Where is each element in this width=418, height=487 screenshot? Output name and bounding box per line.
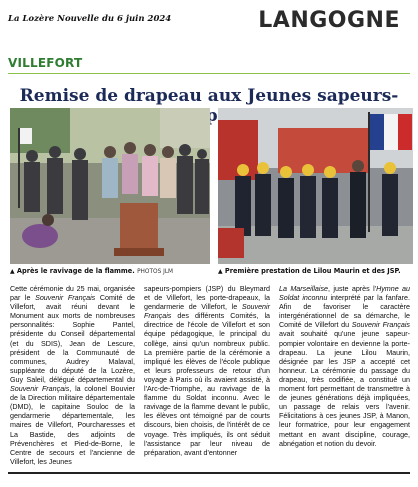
text-run: avait souhaité qu'une jeune sapeur-pompier volontaire en devienne la porte-drapeau. La jeune Lilou Maurin, désignée par les JSP a accepté cet honneur. La cérémonie du passage du drapeau, très codifiée, a constitué un moment fort permettant de transmettre à de jeunes générations déjà impliquées, un passage de relais vers l'avenir. Félicitations à ces jeunes JSP, à Manon, leur formatrice, pour leur engagement mettant en avant discipline, courage, abnégation et notion du devoir. [279, 330, 410, 448]
ceremony-photo [10, 108, 210, 264]
jsp-flag-photo [218, 108, 413, 264]
right-caption-text: Première prestation de Lilou Maurin et des JSP. [224, 267, 401, 275]
column-2-text [144, 285, 270, 458]
column-3-text [279, 285, 410, 449]
italic-run: Souvenir Français [351, 321, 410, 330]
text-run: sapeurs-pompiers (JSP) du Bleymard et de Villefort, les porte-drapeaux, la gendarmerie de Villefort, le [144, 285, 270, 312]
column-1-text [10, 285, 135, 467]
text-run: des différents Comités, la directrice de l'école de Villefort et son équipe pédagogique, le principal du collège, ainsi qu'un nombreux public. La première partie de la cérémonie a impliqué les élèves de l'école publique et leurs professeurs de retour d'un voyage à Paris où ils avaient assisté, à l'Arc-de-Triomphe, au ravivage de la flamme du Soldat inconnu. Avec le ravivage de la flamme devant le public, les élèves ont témoigné par de courts discours, bien choisis, de l'intérêt de ce voyage. Très impliqués, ils ont séduit l'assistance par leur niveau de préparation, avant d'entonner [144, 312, 270, 457]
region-title: LANGOGNE [258, 8, 400, 33]
italic-run: La Marseillaise [279, 285, 329, 293]
text-run: , juste après l' [328, 285, 377, 293]
section-label: VILLEFORT [8, 56, 83, 70]
photo-credit: PHOTOS JLM [137, 269, 174, 275]
italic-run: Souvenir Français [35, 294, 96, 303]
caption-marker-icon: ▲ [218, 268, 223, 275]
italic-run: Souvenir Français [10, 385, 70, 394]
publication-line: La Lozère Nouvelle du 6 juin 2024 [8, 14, 172, 24]
article-headline: Remise de drapeau aux Jeunes sapeurs- p [19, 86, 399, 126]
article-column-1 [10, 285, 135, 467]
bottom-divider [8, 472, 410, 474]
text-run: interprété par la fanfare. Afin de favoriser le caractère intergénérationnel de sa démarche, le Comité de Villefort du [279, 294, 410, 330]
page-header [0, 0, 418, 44]
italic-run: Hymne au Soldat inconnu [279, 285, 411, 303]
left-photo-caption [10, 267, 173, 275]
caption-marker-icon: ▲ [10, 268, 15, 275]
text-run: Comité de Villefort, avait réuni devant le Monument aux morts de nombreuses personnalités: Sophie Pantel, présidente du Conseil départemental (et du SDIS), Jean de Lescure, président de la Communauté de communes, Audrey Malaval, suppléante du député de la Lozère, Guy Saleil, délégué départemental du [10, 294, 135, 384]
right-photo-caption [218, 267, 401, 275]
section-divider [8, 73, 410, 74]
text-run: Cette cérémonie du 25 mai, organisée par le [10, 285, 135, 303]
italic-run: Souvenir Français [144, 303, 270, 321]
article-column-3 [279, 285, 410, 449]
article-column-2 [144, 285, 270, 458]
text-run: , la colonel Bouvier de la Direction militaire départementale (DMD), le capitaine Souloc de la gendarmerie départementale, les maires de Villefort, Pourcharesses et La Bastide, des adjoints de Prévenchères et Pied-de-Borne, le Centre de secours et l'ancienne de Villefort, les Jeunes [10, 385, 135, 466]
left-caption-text: Après le ravivage de la flamme. [16, 267, 135, 275]
